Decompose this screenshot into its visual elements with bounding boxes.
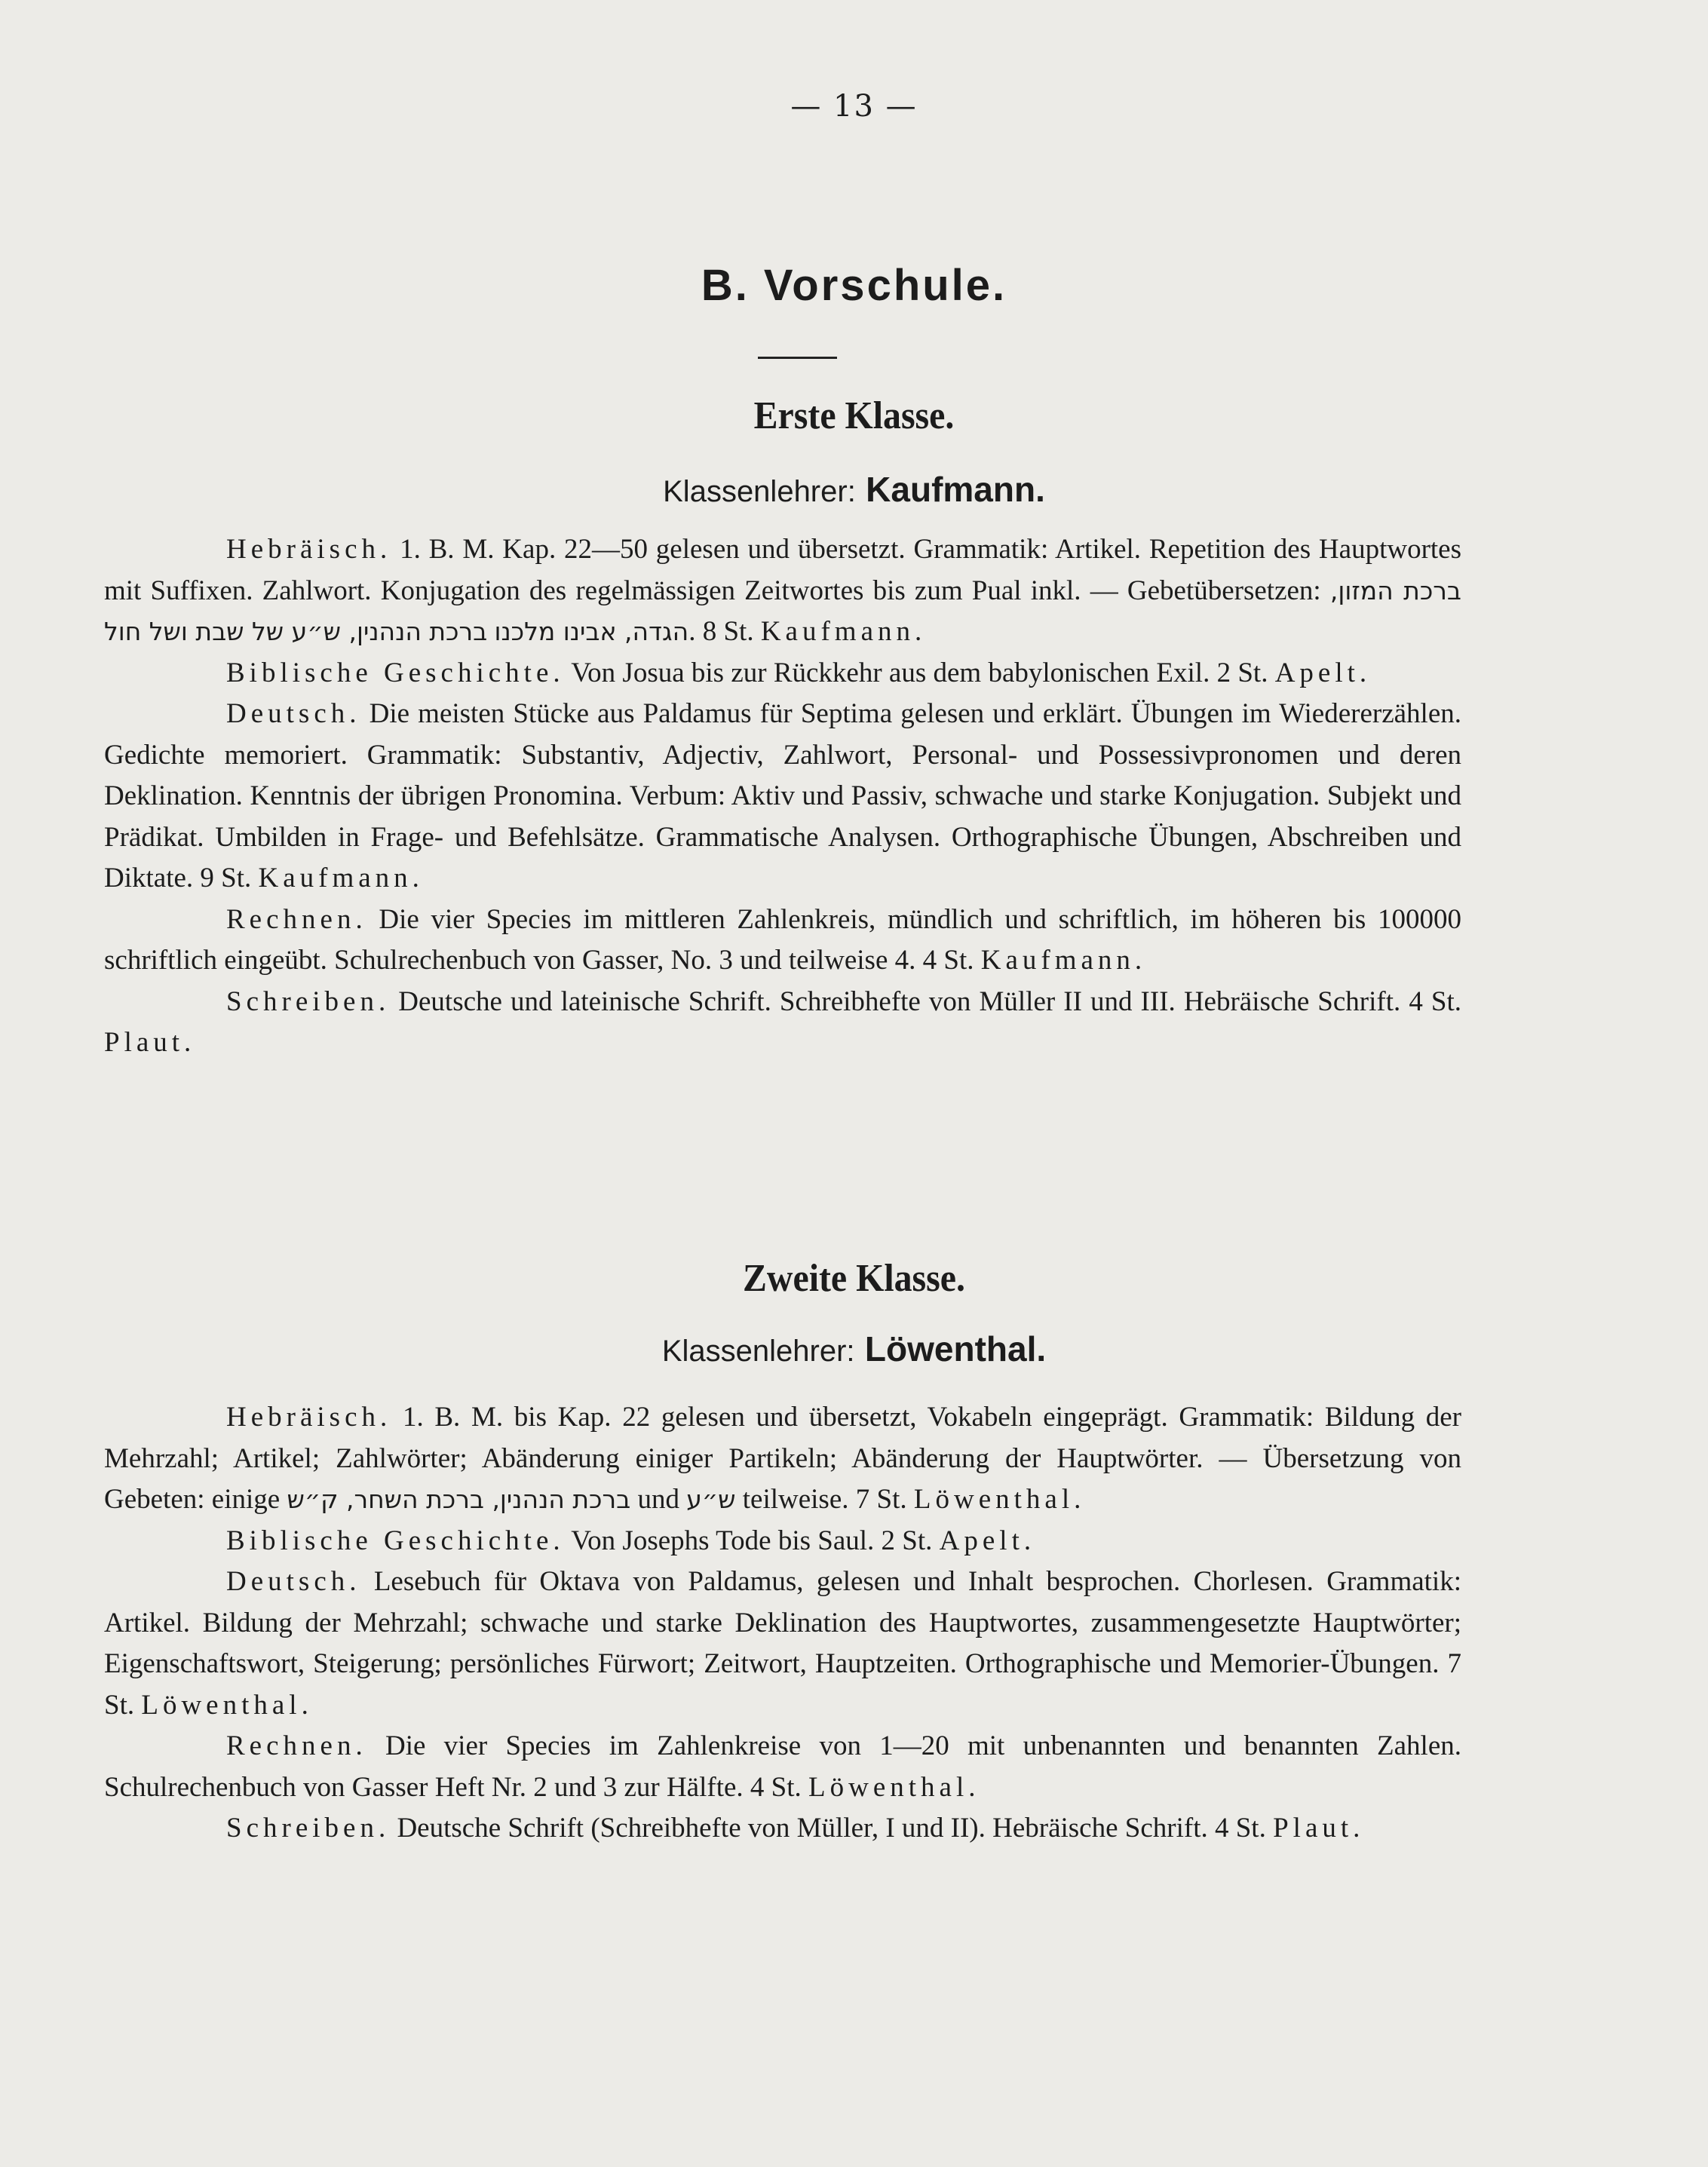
hebrew-text: ברכת המזון, ברכת הנהנין, ש״ע של שבת ושל חול: [104, 575, 1461, 646]
class-body-zweite: [104, 1397, 1461, 1850]
paragraph-text: Von Josephs Tode bis Saul. 2 St.: [571, 1525, 933, 1556]
teacher-name: Plaut.: [104, 1027, 196, 1058]
teacher-name: Löwenthal.: [913, 1484, 1086, 1515]
teacher-name: Apelt.: [1274, 657, 1372, 688]
teacher-name: Plaut.: [1273, 1813, 1365, 1844]
paragraph-text: Lesebuch für Oktava von Paldamus, gelesen und Inhalt besprochen. Chorlesen. Grammatik: Artikel. Bildung der Mehrzahl; schwache und starke Deklination des Hauptwortes, zusammengesetzte Hauptwörter; Eigenschaftswort, Steigerung; persönliches Fürwort; Zeitwort, Hauptzeiten. Orthographische und Memorier-Übungen. 7 St.: [104, 1566, 1461, 1721]
subject-label: Rechnen.: [226, 903, 367, 935]
paragraph-text: Die vier Species im Zahlenkreise von 1—20 mit unbenannten und benannten Zahlen. Schulrechenbuch von Gasser Heft Nr. 2 und 3 zur Hälfte. 4 St.: [104, 1730, 1461, 1803]
subject-label: Biblische Geschichte.: [226, 1525, 565, 1556]
paragraph-hebraeisch: [104, 1397, 1461, 1521]
paragraph-deutsch: [104, 694, 1461, 900]
teacher-name: Kaufmann.: [760, 616, 927, 647]
paragraph-hebraeisch: [104, 529, 1461, 653]
class-teacher-line-erste: [0, 469, 1708, 510]
paragraph-text: teilweise. 7 St.: [742, 1484, 907, 1515]
paragraph-text: Die vier Species im mittleren Zahlenkreis, mündlich und schriftlich, im höheren bis 100000 schriftlich eingeübt. Schulrechenbuch von Gasser, No. 3 und teilweise 4. 4 St.: [104, 903, 1461, 976]
section-title: B. Vorschule.: [701, 261, 1007, 310]
paragraph-biblische-geschichte: [104, 1521, 1461, 1562]
paragraph-text: Deutsche und lateinische Schrift. Schreibhefte von Müller II und III. Hebräische Schrift. 4 St.: [398, 985, 1462, 1017]
class-body-erste: [104, 529, 1461, 1064]
subject-label: Rechnen.: [226, 1730, 367, 1761]
class-teacher-label: Klassenlehrer:: [663, 475, 856, 508]
paragraph-rechnen: [104, 1726, 1461, 1808]
paragraph-text: und: [637, 1484, 679, 1515]
class-title-zweite: Zweite Klasse.: [743, 1257, 965, 1300]
paragraph-biblische-geschichte: [104, 653, 1461, 694]
teacher-name: Löwenthal.: [808, 1771, 980, 1803]
paragraph-text: . 8 St.: [688, 616, 754, 647]
subject-label: Hebräisch.: [226, 1402, 392, 1433]
paragraph-schreiben: [104, 982, 1461, 1064]
subject-label: Biblische Geschichte.: [226, 657, 565, 688]
teacher-name: Apelt.: [939, 1525, 1036, 1556]
paragraph-text: Deutsche Schrift (Schreibhefte von Müller, I und II). Hebräische Schrift. 4 St.: [397, 1813, 1266, 1844]
subject-label: Schreiben.: [226, 1813, 391, 1844]
hebrew-text: ש״ע: [686, 1485, 736, 1514]
class-teacher-line-zweite: [0, 1329, 1708, 1369]
class-teacher-label: Klassenlehrer:: [661, 1335, 855, 1368]
teacher-name: Kaufmann.: [980, 945, 1147, 976]
teacher-name: Löwenthal.: [141, 1689, 313, 1721]
class-teacher-name: Löwenthal.: [864, 1329, 1047, 1369]
class-title-erste: Erste Klasse.: [753, 394, 955, 437]
page-number: — 13 —: [790, 89, 918, 124]
subject-label: Hebräisch.: [226, 534, 392, 565]
paragraph-text: Die meisten Stücke aus Paldamus für Septima gelesen und erklärt. Übungen im Wiedererzählen. Gedichte memoriert. Grammatik: Substantiv, Adjectiv, Zahlwort, Personal- und Possessivpronomen und deren Deklination. Kenntnis der übrigen Pronomina. Verbum: Aktiv und Passiv, schwache und starke Konjugation. Subjekt und Prädikat. Umbilden in Frage- und Befehlsätze. Grammatische Analysen. Orthographische Übungen, Abschreiben und Diktate. 9 St.: [104, 698, 1461, 893]
subject-label: Schreiben.: [226, 985, 391, 1017]
paragraph-text: 1. B. M. bis Kap. 22 gelesen und übersetzt, Vokabeln eingeprägt. Grammatik: Bildung der Mehrzahl; Artikel; Zahlwörter; Abänderung einiger Partikeln; Abänderung der Hauptwörter. — Übersetzung von Gebeten: einige: [104, 1402, 1462, 1515]
hebrew-text: הגדה, אבינו מלכנו: [494, 617, 689, 646]
paragraph-schreiben: [104, 1808, 1461, 1850]
paragraph-text: 1. B. M. Kap. 22—50 gelesen und übersetzt. Grammatik: Artikel. Repetition des Hauptwortes mit Suffixen. Zahlwort. Konjugation des regelmässigen Zeitwortes bis zum Pual inkl. — Gebetübersetzen:: [104, 534, 1462, 606]
subject-label: Deutsch.: [226, 1566, 361, 1597]
subject-label: Deutsch.: [226, 698, 361, 729]
teacher-name: Kaufmann.: [258, 863, 424, 893]
title-divider: [758, 357, 837, 359]
hebrew-text: ברכת הנהנין, ברכת השחר, ק״ש: [287, 1485, 631, 1514]
paragraph-rechnen: [104, 900, 1461, 982]
paragraph-text: Von Josua bis zur Rückkehr aus dem babylonischen Exil. 2 St.: [571, 657, 1268, 688]
paragraph-deutsch: [104, 1562, 1461, 1726]
class-teacher-name: Kaufmann.: [866, 470, 1045, 509]
